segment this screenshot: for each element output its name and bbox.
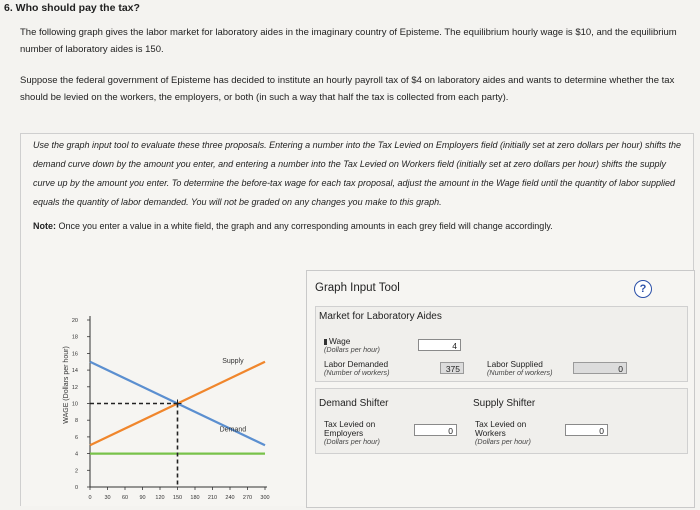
chart-series (90, 362, 265, 487)
tax-employers-input[interactable]: 0 (414, 424, 457, 436)
x-tick-label: 240 (225, 495, 235, 501)
graph-input-tool (306, 270, 695, 508)
supply-label: Supply (222, 357, 244, 365)
y-tick-label: 14 (71, 368, 78, 375)
x-tick-label: 0 (88, 495, 92, 501)
labor-market-chart[interactable] (38, 180, 278, 510)
workers-label-line1: Tax Levied on (475, 419, 527, 429)
x-tick-label: 180 (190, 495, 200, 501)
tax-workers-input[interactable]: 0 (565, 424, 608, 436)
instructions-text: Use the graph input tool to evaluate these three proposals. Entering a number into the Tax Levied on Employers field (initially set at zero dollars per hour) shifts the demand curve down by the amount you enter, and entering a number into the Tax Levied on Workers field (initially set at zero dollars per hour) shifts the supply curve up by the amount you enter. To determine the before-tax wage for each tax proposal, adjust the amount in the Wage field until the quantity of labor supplied equals the quantity of labor demanded. You will not be graded on any changes you make to this graph. (33, 140, 682, 207)
x-tick-label: 30 (104, 495, 111, 501)
demand-shifter-title: Demand Shifter (319, 398, 389, 409)
scenario-paragraph: Suppose the federal government of Episteme has decided to institute an hourly payroll tax of $4 on laboratory aides and wants to determine whether the tax should be levied on the workers, the employers, or both (in such a way that half the tax is collected from each party). (20, 75, 675, 103)
y-tick-label: 2 (74, 468, 78, 475)
labor-supplied-value: 0 (573, 362, 627, 374)
labor-demanded-value: 375 (440, 362, 464, 374)
wage-marker-icon (324, 339, 327, 345)
y-tick-label: 16 (71, 351, 78, 358)
wage-label-group (324, 337, 380, 354)
help-icon[interactable]: ? (634, 280, 652, 298)
y-tick-label: 20 (71, 318, 78, 324)
demanded-label-group (324, 360, 390, 377)
note-label: Note: (33, 221, 56, 231)
x-tick-label: 60 (121, 495, 129, 501)
employers-label-line2: Employers (324, 428, 364, 438)
x-tick-label: 270 (242, 495, 253, 501)
employers-label-group (324, 420, 380, 446)
wage-input[interactable]: 4 (418, 339, 461, 351)
market-panel (315, 306, 688, 382)
tool-title: Graph Input Tool (315, 282, 400, 294)
labor-demanded-sublabel: (Number of workers) (324, 368, 390, 377)
y-tick-label: 4 (74, 451, 78, 458)
x-tick-label: 300 (260, 495, 270, 501)
labor-supplied-label: Labor Supplied (487, 359, 543, 369)
x-tick-label: 150 (172, 495, 183, 501)
workers-sublabel: (Dollars per hour) (475, 437, 531, 446)
note-body: Once you enter a value in a white field, the graph and any corresponding amounts in each grey field will change accordingly. (58, 221, 553, 231)
y-tick-label: 8 (74, 418, 78, 425)
labor-supplied-sublabel: (Number of workers) (487, 368, 553, 377)
y-tick-label: 0 (74, 485, 78, 491)
workers-label-line2: Workers (475, 428, 506, 438)
intro-paragraph: The following graph gives the labor market for laboratory aides in the imaginary country of Episteme. The equilibrium hourly wage is $10, and the equilibrium number of laboratory aides is 150. (20, 27, 677, 55)
question-title: 6. Who should pay the tax? (4, 2, 140, 14)
workers-label-group (475, 420, 531, 446)
chart-series-labels (220, 358, 247, 434)
wage-label: Wage (329, 336, 351, 346)
y-axis-label: WAGE (Dollars per hour) (63, 346, 70, 424)
x-tick-label: 90 (139, 495, 146, 501)
labor-demanded-label: Labor Demanded (324, 359, 389, 369)
chart-axes (90, 316, 267, 487)
supplied-label-group (487, 360, 553, 377)
x-tick-label: 120 (155, 495, 165, 501)
chart-svg[interactable] (38, 180, 278, 505)
y-tick-label: 10 (71, 401, 78, 408)
demand-label: Demand (219, 426, 247, 434)
market-title: Market for Laboratory Aides (319, 311, 442, 322)
supply-shifter-title: Supply Shifter (473, 398, 536, 409)
x-tick-label: 210 (207, 495, 218, 501)
y-tick-label: 18 (71, 334, 78, 341)
y-tick-label: 6 (74, 434, 78, 441)
shifter-panel (315, 388, 688, 454)
chart-ticks (72, 318, 270, 501)
employers-label-line1: Tax Levied on (324, 419, 376, 429)
employers-sublabel: (Dollars per hour) (324, 437, 380, 446)
wage-sublabel: (Dollars per hour) (324, 345, 380, 354)
y-tick-label: 12 (71, 384, 78, 391)
